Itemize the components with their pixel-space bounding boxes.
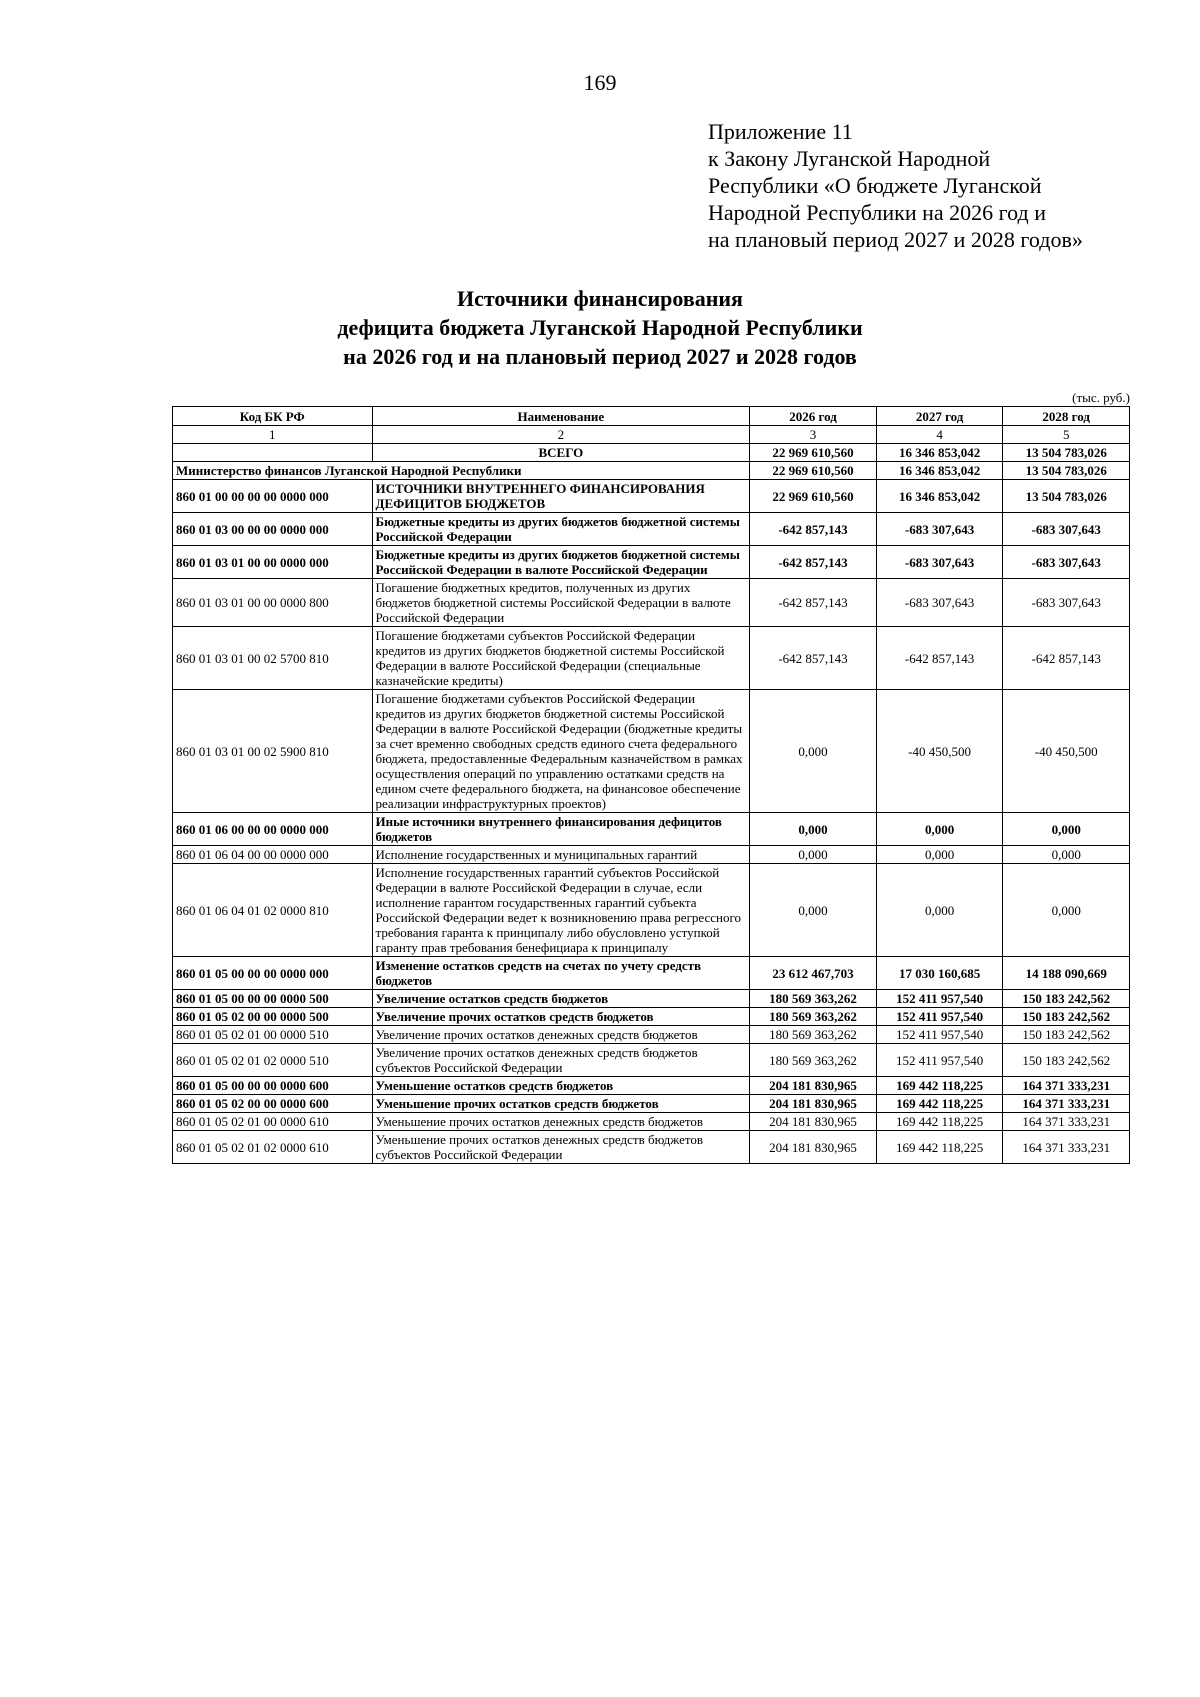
row-value-2027: 17 030 160,685 [876,957,1003,990]
appendix-reference [708,118,1178,253]
row-code: 860 01 06 04 00 00 0000 000 [173,846,373,864]
table-row [173,1026,1130,1044]
row-name: Увеличение остатков средств бюджетов [372,990,750,1008]
row-value-2026: 180 569 363,262 [750,1026,877,1044]
row-value-2027: 152 411 957,540 [876,1026,1003,1044]
column-number: 4 [876,426,1003,444]
total-code-cell [173,444,373,462]
row-code: 860 01 05 00 00 00 0000 600 [173,1077,373,1095]
row-value-2026: 204 181 830,965 [750,1131,877,1164]
row-value-2026: 180 569 363,262 [750,990,877,1008]
row-code: 860 01 03 01 00 00 0000 000 [173,546,373,579]
column-number-row [173,426,1130,444]
table-row [173,1095,1130,1113]
row-value-2026: 0,000 [750,864,877,957]
row-name: Бюджетные кредиты из других бюджетов бюджетной системы Российской Федерации [372,513,750,546]
ministry-2027: 16 346 853,042 [876,462,1003,480]
row-value-2028: -683 307,643 [1003,579,1130,627]
row-code: 860 01 05 02 00 00 0000 600 [173,1095,373,1113]
row-name: Исполнение государственных гарантий субъектов Российской Федерации в валюте Российской Федерации в случае, если исполнение гарантом государственных гарантий субъекта Российской Федерации ведет к возникновению права регрессного требования гаранта к принципалу либо обусловлено уступкой гаранту прав требования бенефициара к принципалу [372,864,750,957]
appendix-line: на плановый период 2027 и 2028 годов» [708,227,1083,252]
total-row [173,444,1130,462]
row-value-2027: 152 411 957,540 [876,1008,1003,1026]
ministry-row [173,462,1130,480]
row-value-2028: 150 183 242,562 [1003,1026,1130,1044]
row-value-2027: -683 307,643 [876,546,1003,579]
row-name: ИСТОЧНИКИ ВНУТРЕННЕГО ФИНАНСИРОВАНИЯ ДЕФИЦИТОВ БЮДЖЕТОВ [372,480,750,513]
table-row [173,546,1130,579]
row-value-2028: 164 371 333,231 [1003,1113,1130,1131]
row-name: Уменьшение остатков средств бюджетов [372,1077,750,1095]
row-value-2027: 16 346 853,042 [876,480,1003,513]
row-value-2028: -683 307,643 [1003,546,1130,579]
row-value-2026: 180 569 363,262 [750,1044,877,1077]
table-row [173,1113,1130,1131]
row-value-2027: -683 307,643 [876,579,1003,627]
ministry-2028: 13 504 783,026 [1003,462,1130,480]
title-line: на 2026 год и на плановый период 2027 и 2028 годов [343,344,857,369]
page-number: 169 [583,70,617,95]
row-value-2026: 180 569 363,262 [750,1008,877,1026]
header-2028: 2028 год [1003,407,1130,426]
column-number: 5 [1003,426,1130,444]
appendix-line: Приложение 11 [708,119,853,144]
row-value-2028: 164 371 333,231 [1003,1095,1130,1113]
row-value-2027: 0,000 [876,864,1003,957]
row-code: 860 01 06 04 01 02 0000 810 [173,864,373,957]
column-number: 2 [372,426,750,444]
appendix-line: Народной Республики на 2026 год и [708,200,1046,225]
row-code: 860 01 05 02 01 00 0000 610 [173,1113,373,1131]
table-row [173,579,1130,627]
row-code: 860 01 05 00 00 00 0000 500 [173,990,373,1008]
row-value-2028: 164 371 333,231 [1003,1077,1130,1095]
row-name: Изменение остатков средств на счетах по учету средств бюджетов [372,957,750,990]
table-row [173,513,1130,546]
table-row [173,957,1130,990]
row-value-2026: 0,000 [750,813,877,846]
column-number: 1 [173,426,373,444]
row-code: 860 01 05 02 01 00 0000 510 [173,1026,373,1044]
table-row [173,1077,1130,1095]
row-value-2027: 0,000 [876,813,1003,846]
appendix-line: Республики «О бюджете Луганской [708,173,1042,198]
row-value-2028: -40 450,500 [1003,690,1130,813]
row-value-2027: 0,000 [876,846,1003,864]
total-2026: 22 969 610,560 [750,444,877,462]
document-title [0,284,1200,371]
row-name: Уменьшение прочих остатков средств бюджетов [372,1095,750,1113]
row-value-2026: 22 969 610,560 [750,480,877,513]
row-value-2026: 204 181 830,965 [750,1077,877,1095]
header-2026: 2026 год [750,407,877,426]
row-code: 860 01 03 00 00 00 0000 000 [173,513,373,546]
row-value-2027: 169 442 118,225 [876,1095,1003,1113]
row-value-2027: -683 307,643 [876,513,1003,546]
header-code: Код БК РФ [173,407,373,426]
row-name: Уменьшение прочих остатков денежных средств бюджетов субъектов Российской Федерации [372,1131,750,1164]
row-value-2026: -642 857,143 [750,546,877,579]
row-value-2027: 152 411 957,540 [876,1044,1003,1077]
row-name: Увеличение прочих остатков денежных средств бюджетов субъектов Российской Федерации [372,1044,750,1077]
row-code: 860 01 03 01 00 00 0000 800 [173,579,373,627]
row-name: Погашение бюджетами субъектов Российской Федерации кредитов из других бюджетов бюджетной системы Российской Федерации в валюте Российской Федерации (специальные казначейские кредиты) [372,627,750,690]
row-value-2028: 0,000 [1003,846,1130,864]
financing-sources-table [172,406,1130,1164]
row-value-2028: 0,000 [1003,813,1130,846]
table-row [173,480,1130,513]
row-value-2027: -642 857,143 [876,627,1003,690]
table-row [173,813,1130,846]
table-row [173,846,1130,864]
row-name: Уменьшение прочих остатков денежных средств бюджетов [372,1113,750,1131]
title-line: дефицита бюджета Луганской Народной Республики [337,315,863,340]
total-label: ВСЕГО [372,444,750,462]
row-value-2026: 0,000 [750,690,877,813]
row-value-2027: 169 442 118,225 [876,1131,1003,1164]
row-code: 860 01 05 02 00 00 0000 500 [173,1008,373,1026]
row-code: 860 01 05 00 00 00 0000 000 [173,957,373,990]
units-label: (тыс. руб.) [1072,390,1130,405]
row-value-2026: 0,000 [750,846,877,864]
row-value-2028: 150 183 242,562 [1003,1008,1130,1026]
row-value-2028: -683 307,643 [1003,513,1130,546]
row-value-2026: 23 612 467,703 [750,957,877,990]
row-value-2027: 169 442 118,225 [876,1077,1003,1095]
table-row [173,690,1130,813]
row-code: 860 01 06 00 00 00 0000 000 [173,813,373,846]
row-name: Бюджетные кредиты из других бюджетов бюджетной системы Российской Федерации в валюте Российской Федерации [372,546,750,579]
row-name: Погашение бюджетных кредитов, полученных из других бюджетов бюджетной системы Российской Федерации в валюте Российской Федерации [372,579,750,627]
table-row [173,864,1130,957]
row-value-2026: 204 181 830,965 [750,1095,877,1113]
row-code: 860 01 03 01 00 02 5900 810 [173,690,373,813]
row-value-2028: -642 857,143 [1003,627,1130,690]
table-header-row [173,407,1130,426]
row-code: 860 01 00 00 00 00 0000 000 [173,480,373,513]
row-name: Погашение бюджетами субъектов Российской Федерации кредитов из других бюджетов бюджетной системы Российской Федерации в валюте Российской Федерации (бюджетные кредиты за счет временно свободных средств единого счета федерального бюджета, предоставленные Федеральным казначейством в рамках осуществления операций по управлению остатками средств на едином счете федерального бюджета, на финансовое обеспечение реализации инфраструктурных проектов) [372,690,750,813]
row-value-2027: 169 442 118,225 [876,1113,1003,1131]
row-value-2028: 14 188 090,669 [1003,957,1130,990]
appendix-line: к Закону Луганской Народной [708,146,991,171]
row-value-2026: 204 181 830,965 [750,1113,877,1131]
row-value-2026: -642 857,143 [750,627,877,690]
table-row [173,1044,1130,1077]
row-name: Исполнение государственных и муниципальных гарантий [372,846,750,864]
header-2027: 2027 год [876,407,1003,426]
row-value-2026: -642 857,143 [750,579,877,627]
table-row [173,627,1130,690]
ministry-2026: 22 969 610,560 [750,462,877,480]
total-2028: 13 504 783,026 [1003,444,1130,462]
title-line: Источники финансирования [457,286,743,311]
row-value-2026: -642 857,143 [750,513,877,546]
row-value-2027: -40 450,500 [876,690,1003,813]
table-row [173,990,1130,1008]
row-value-2027: 152 411 957,540 [876,990,1003,1008]
row-name: Иные источники внутреннего финансирования дефицитов бюджетов [372,813,750,846]
row-value-2028: 0,000 [1003,864,1130,957]
row-code: 860 01 05 02 01 02 0000 610 [173,1131,373,1164]
row-value-2028: 150 183 242,562 [1003,1044,1130,1077]
column-number: 3 [750,426,877,444]
row-name: Увеличение прочих остатков средств бюджетов [372,1008,750,1026]
header-name: Наименование [372,407,750,426]
row-value-2028: 150 183 242,562 [1003,990,1130,1008]
table-row [173,1008,1130,1026]
total-2027: 16 346 853,042 [876,444,1003,462]
row-value-2028: 13 504 783,026 [1003,480,1130,513]
row-code: 860 01 05 02 01 02 0000 510 [173,1044,373,1077]
row-code: 860 01 03 01 00 02 5700 810 [173,627,373,690]
ministry-label: Министерство финансов Луганской Народной Республики [173,462,750,480]
row-value-2028: 164 371 333,231 [1003,1131,1130,1164]
row-name: Увеличение прочих остатков денежных средств бюджетов [372,1026,750,1044]
table-row [173,1131,1130,1164]
